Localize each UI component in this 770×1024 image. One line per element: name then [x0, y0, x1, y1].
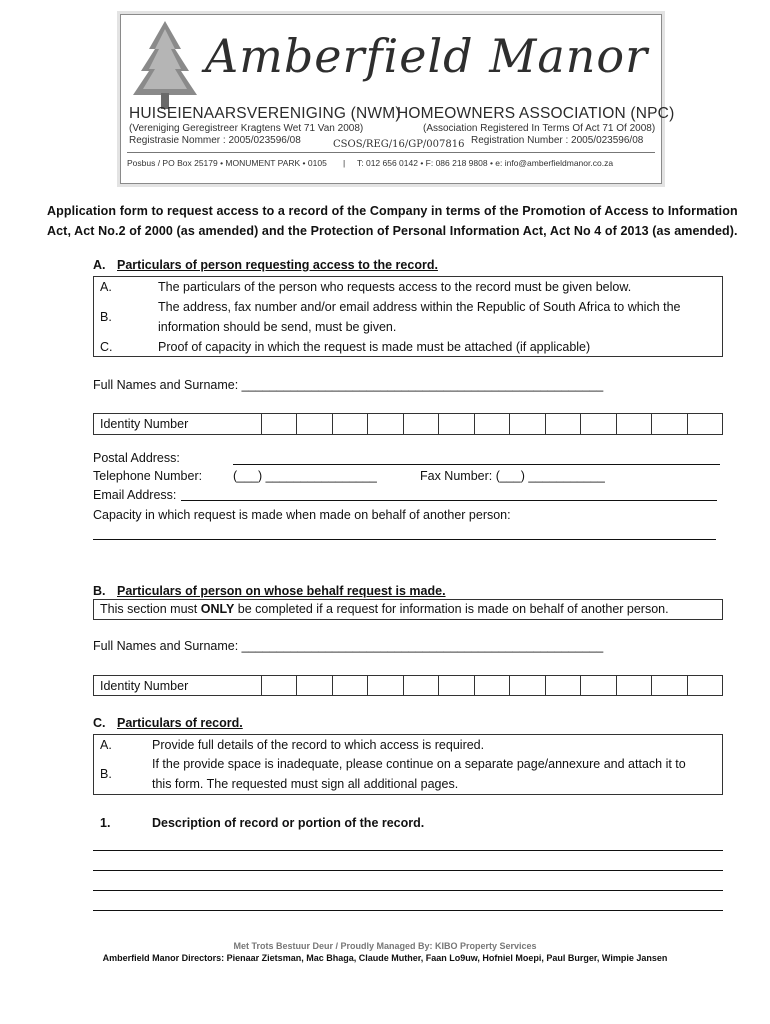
- telephone-label: Telephone Number:: [93, 469, 203, 483]
- id-digit-cell[interactable]: [333, 414, 368, 434]
- id-digit-cell[interactable]: [475, 676, 510, 695]
- id-digit-cell[interactable]: [688, 414, 722, 434]
- instruction-b-text-1: The address, fax number and/or email address within the Republic of South Africa to which the: [158, 300, 681, 314]
- id-digit-cell[interactable]: [368, 414, 403, 434]
- id-digit-cell[interactable]: [688, 676, 722, 695]
- letterhead-divider: [127, 152, 655, 153]
- postal-address-field[interactable]: [233, 464, 720, 465]
- email-label: Email Address:: [93, 488, 177, 502]
- managed-by-footer: Met Trots Bestuur Deur / Proudly Managed By: KIBO Property Services: [233, 941, 537, 951]
- id-digit-cell[interactable]: [404, 676, 439, 695]
- record-instruction-a-text: Provide full details of the record to which access is required.: [152, 738, 485, 752]
- id-digit-cell[interactable]: [297, 414, 332, 434]
- identity-number-grid-a[interactable]: [93, 413, 723, 435]
- item-1-number: 1.: [100, 816, 111, 830]
- id-digit-cell[interactable]: [581, 414, 616, 434]
- record-instruction-b-label: B.: [100, 767, 112, 781]
- id-digit-cell[interactable]: [439, 676, 474, 695]
- identity-number-grid-b[interactable]: [93, 675, 723, 696]
- email-field[interactable]: [181, 500, 717, 501]
- form-title-line-2: Act, Act No.2 of 2000 (as amended) and the Protection of Personal Information Act, Act No 4 of 2013 (as amended).: [47, 224, 738, 238]
- section-b-note-pre: This section must: [100, 602, 201, 616]
- id-digit-cell[interactable]: [262, 676, 297, 695]
- section-c-instructions-box: [93, 734, 723, 795]
- item-1-heading: Description of record or portion of the record.: [152, 816, 425, 830]
- id-digit-cell[interactable]: [546, 676, 581, 695]
- capacity-field[interactable]: [93, 539, 716, 540]
- section-a-letter: A.: [93, 258, 106, 272]
- record-description-line[interactable]: [93, 890, 723, 891]
- form-title-line-1: Application form to request access to a record of the Company in terms of the Promotion of Access to Information: [47, 204, 738, 218]
- identity-number-label-a: Identity Number: [94, 414, 262, 434]
- instruction-c-label: C.: [100, 340, 113, 354]
- instruction-a-label: A.: [100, 280, 112, 294]
- contact-separator: |: [343, 158, 346, 168]
- registration-af: (Vereniging Geregistreer Kragtens Wet 71 Van 2008): [129, 123, 364, 134]
- id-digit-cell[interactable]: [617, 676, 652, 695]
- id-digit-cell[interactable]: [652, 414, 687, 434]
- brand-name: Amberfield Manor: [205, 29, 649, 83]
- identity-number-label-b: Identity Number: [94, 676, 262, 695]
- instruction-c-text: Proof of capacity in which the request is made must be attached (if applicable): [158, 340, 591, 354]
- id-digit-cell[interactable]: [368, 676, 403, 695]
- postal-address-label: Postal Address:: [93, 451, 180, 465]
- id-digit-cell[interactable]: [439, 414, 474, 434]
- csos-number: CSOS/REG/16/GP/007816: [333, 139, 465, 150]
- section-b-note-bold: ONLY: [200, 602, 235, 616]
- id-digit-cell[interactable]: [617, 414, 652, 434]
- telephone-field[interactable]: (___) ________________: [233, 469, 377, 483]
- section-c-letter: C.: [93, 716, 106, 730]
- full-names-field-a[interactable]: Full Names and Surname: ____________________________________________________: [93, 378, 604, 392]
- section-b-heading: Particulars of person on whose behalf request is made.: [117, 584, 446, 598]
- association-title-af: HUISEIENAARSVERENIGING (NWM): [129, 105, 401, 122]
- id-digit-cell[interactable]: [652, 676, 687, 695]
- instruction-a-text: The particulars of the person who requests access to the record must be given below.: [158, 280, 632, 294]
- registration-number-en: Registration Number : 2005/023596/08: [471, 135, 644, 146]
- association-title-en: HOMEOWNERS ASSOCIATION (NPC): [397, 105, 675, 122]
- full-names-field-b[interactable]: Full Names and Surname: ____________________________________________________: [93, 639, 604, 653]
- record-instruction-a-label: A.: [100, 738, 112, 752]
- section-c-heading: Particulars of record.: [117, 716, 243, 730]
- id-digit-cell[interactable]: [297, 676, 332, 695]
- id-digit-cell[interactable]: [404, 414, 439, 434]
- section-a-heading: Particulars of person requesting access to the record.: [117, 258, 438, 272]
- id-digit-cell[interactable]: [510, 676, 545, 695]
- section-b-letter: B.: [93, 584, 106, 598]
- record-description-line[interactable]: [93, 850, 723, 851]
- contact-postal: Posbus / PO Box 25179 • MONUMENT PARK • 0105: [127, 158, 327, 168]
- contact-phone-email: T: 012 656 0142 • F: 086 218 9808 • e: info@amberfieldmanor.co.za: [357, 158, 614, 168]
- id-digit-cell[interactable]: [510, 414, 545, 434]
- capacity-label: Capacity in which request is made when made on behalf of another person:: [93, 508, 511, 522]
- id-digit-cell[interactable]: [333, 676, 368, 695]
- tree-logo-icon: [129, 19, 201, 111]
- record-instruction-b-text-2: this form. The requested must sign all additional pages.: [152, 777, 459, 791]
- record-description-line[interactable]: [93, 910, 723, 911]
- directors-footer: Amberfield Manor Directors: Pienaar Zietsman, Mac Bhaga, Claude Muther, Faan Lo9uw, Hofniel Moepi, Paul Burger, Wimpie Jansen: [102, 953, 668, 963]
- instruction-b-label: B.: [100, 310, 112, 324]
- id-digit-cell[interactable]: [546, 414, 581, 434]
- registration-number-af: Registrasie Nommer : 2005/023596/08: [129, 135, 301, 146]
- section-b-note-box: [93, 599, 723, 620]
- letterhead: [120, 14, 675, 184]
- record-description-line[interactable]: [93, 870, 723, 871]
- record-instruction-b-text-1: If the provide space is inadequate, please continue on a separate page/annexure and attach it to: [152, 757, 686, 771]
- id-digit-cell[interactable]: [262, 414, 297, 434]
- section-a-instructions-box: [93, 276, 723, 357]
- id-digit-cell[interactable]: [581, 676, 616, 695]
- section-b-note-post: be completed if a request for information is made on behalf of another person.: [234, 602, 669, 616]
- instruction-b-text-2: information should be send, must be given.: [158, 320, 397, 334]
- registration-en: (Association Registered In Terms Of Act 71 Of 2008): [423, 123, 656, 134]
- id-digit-cell[interactable]: [475, 414, 510, 434]
- fax-field[interactable]: Fax Number: (___) ___________: [420, 469, 605, 483]
